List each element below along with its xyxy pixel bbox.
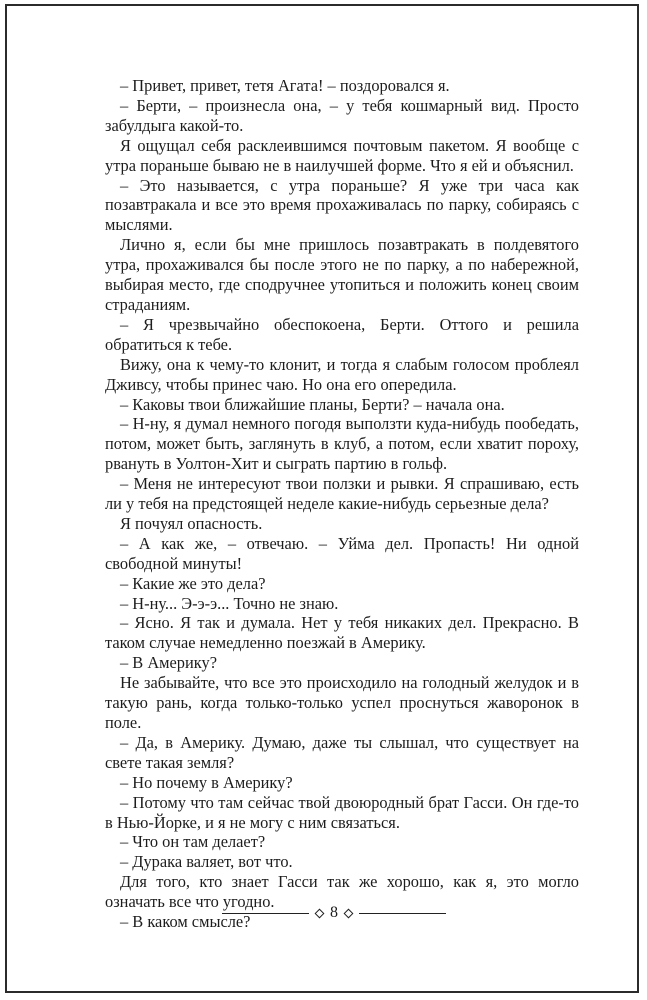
paragraph: – Какие же это дела? [120, 573, 266, 593]
paragraph: – Берти, – произнесла она, – у тебя кошмарный вид. Просто забулдыга какой-то. [105, 95, 579, 135]
paragraph: Не забывайте, что все это происходило на голодный желудок и в такую рань, когда только-только успел проснуться жаворонок в поле. [105, 673, 579, 732]
paragraph: – Привет, привет, тетя Агата! – поздоровался я. [120, 76, 450, 95]
paragraph: Я почуял опасность. [120, 513, 263, 533]
paragraph: – Дурака валяет, вот что. [120, 852, 293, 872]
diamond-icon [315, 908, 325, 918]
paragraph: – Да, в Америку. Думаю, даже ты слышал, что существует на свете такая земля? [105, 732, 579, 772]
page-number: 8 [330, 904, 338, 921]
paragraph: Лично я, если бы мне пришлось позавтракать в полдевятого утра, прохаживался бы после этого не по парку, а по набережной, выбирая место, где сподручнее утопиться и положить конец своим страданиям. [105, 235, 579, 314]
paragraph: – Потому что там сейчас твой двоюродный брат Гасси. Он где-то в Нью-Йорке, и я не могу с ним связаться. [105, 792, 579, 832]
paragraph: – Ясно. Я так и думала. Нет у тебя никаких дел. Прекрасно. В таком случае немедленно поезжай в Америку. [105, 613, 579, 653]
footer-rule-left [222, 913, 309, 914]
paragraph: Вижу, она к чему-то клонит, и тогда я слабым голосом проблеял Дживсу, чтобы принес чаю. Но она его опередила. [105, 354, 579, 394]
paragraph: – А как же, – отвечаю. – Уйма дел. Пропасть! Ни одной свободной минуты! [105, 533, 579, 573]
paragraph: – В Америку? [120, 653, 217, 673]
paragraph: – Это называется, с утра пораньше? Я уже три часа как позавтракала и все это время прохаживалась по парку, собираясь с мыслями. [105, 175, 579, 235]
paragraph: – Но почему в Америку? [120, 772, 293, 792]
paragraph: – Н-ну... Э-э-э... Точно не знаю. [120, 593, 339, 613]
paragraph: – Что он там делает? [120, 832, 266, 852]
page-footer [222, 903, 446, 923]
body-text [105, 76, 579, 932]
paragraph: – В каком смысле? [120, 912, 251, 932]
paragraph: Я ощущал себя расклеившимся почтовым пакетом. Я вообще с утра пораньше бываю не в наилучшей форме. Что я ей и объяснил. [105, 135, 579, 175]
paragraph: Для того, кто знает Гасси так же хорошо, как я, это могло означать все что угодно. [105, 872, 579, 912]
paragraph: – Я чрезвычайно обеспокоена, Берти. Оттого и решила обратиться к тебе. [105, 314, 579, 354]
diamond-icon [344, 908, 354, 918]
footer-rule-right [359, 913, 446, 914]
paragraph: – Меня не интересуют твои ползки и рывки. Я спрашиваю, есть ли у тебя на предстоящей неделе какие-нибудь серьезные дела? [105, 474, 579, 514]
paragraph: – Н-ну, я думал немного погодя выползти куда-нибудь пообедать, потом, может быть, заглянуть в клуб, а потом, если хватит пороху, рвануть в Уолтон-Хит и сыграть партию в гольф. [105, 414, 579, 474]
paragraph: – Каковы твои ближайшие планы, Берти? – начала она. [120, 394, 505, 414]
